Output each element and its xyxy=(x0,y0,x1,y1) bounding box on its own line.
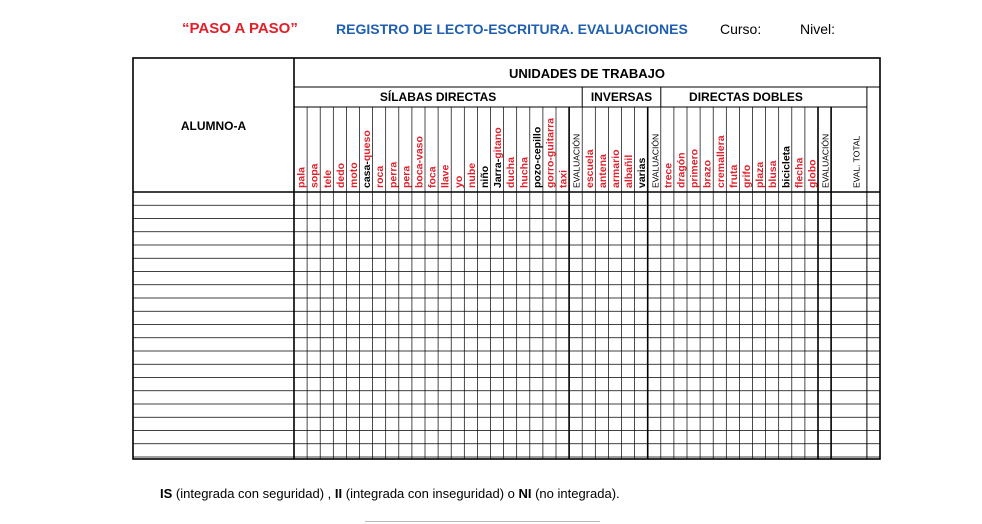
word-label xyxy=(427,166,439,188)
word-red-part: moto xyxy=(347,162,360,188)
word-label xyxy=(544,118,556,188)
word-label xyxy=(518,157,530,188)
word-red-part: trece xyxy=(662,162,675,188)
word-red-part: primero xyxy=(688,148,701,188)
word-red-part: llave xyxy=(439,164,452,188)
word-red-part: yo xyxy=(452,175,465,188)
legend-ni-text: (no integrada). xyxy=(531,486,620,501)
word-label xyxy=(413,136,425,188)
word-label xyxy=(728,165,740,188)
evaluation-label: EVALUACIÓN xyxy=(650,133,661,188)
word-plain-part: bicicleta xyxy=(780,145,793,188)
word-label xyxy=(296,167,308,188)
group-title-0: SÍLABAS DIRECTAS xyxy=(379,90,497,104)
alumno-header: ALUMNO-A xyxy=(180,119,247,133)
word-label xyxy=(466,163,478,188)
word-label xyxy=(793,157,805,188)
word-label xyxy=(335,163,347,188)
word-label xyxy=(531,127,543,188)
word-red-part: taxi xyxy=(557,169,570,188)
word-label xyxy=(453,176,465,188)
word-plain-part: casa- xyxy=(361,161,374,188)
word-plain-part: niño xyxy=(478,165,491,188)
word-label xyxy=(492,127,504,188)
word-red-part: grifo xyxy=(740,164,753,188)
brand-title: “PASO A PASO” xyxy=(182,20,298,37)
word-label xyxy=(636,157,648,188)
word-red-part: ducha xyxy=(505,157,518,188)
word-label xyxy=(558,170,570,188)
word-red-part: antena xyxy=(596,154,609,188)
document-title: REGISTRO DE LECTO-ESCRITURA. EVALUACIONES xyxy=(336,21,688,37)
word-red-part: plaza xyxy=(754,161,767,188)
word-label xyxy=(754,162,766,188)
evaluation-label: EVALUACIÓN xyxy=(571,133,582,188)
word-red-part: blusa xyxy=(767,160,780,188)
word-plain-part: varias xyxy=(636,157,649,188)
group-title-2: DIRECTAS DOBLES xyxy=(689,90,803,104)
word-label xyxy=(322,170,334,188)
word-red-part: flecha xyxy=(793,157,806,188)
word-red-part: hucha xyxy=(518,157,531,188)
units-title: UNIDADES DE TRABAJO xyxy=(508,66,666,81)
word-red-part: sopa xyxy=(308,163,321,188)
word-label xyxy=(662,163,674,188)
word-label xyxy=(675,152,687,188)
evaluation-label: EVALUACIÓN xyxy=(820,133,831,188)
word-label xyxy=(440,164,452,188)
word-label xyxy=(387,162,399,188)
word-label xyxy=(479,166,491,188)
legend-footnote xyxy=(160,486,620,501)
word-red-part: gorro-guitarra xyxy=(544,117,557,188)
legend-is-text: (integrada con seguridad) , xyxy=(172,486,335,501)
word-label xyxy=(505,157,517,188)
word-plain-part: pozo-cepillo xyxy=(531,126,544,188)
word-red-part: queso xyxy=(361,130,374,162)
word-red-part: brazo xyxy=(701,159,714,188)
word-red-part: foca xyxy=(426,166,439,188)
word-label xyxy=(806,159,818,188)
word-label xyxy=(767,160,779,188)
word-label xyxy=(623,155,635,188)
legend-is-code: IS xyxy=(160,486,173,501)
word-label xyxy=(361,130,373,188)
word-red-part: dragón xyxy=(675,152,688,188)
word-label xyxy=(689,149,701,188)
word-label xyxy=(309,163,321,188)
nivel-label: Nivel: xyxy=(800,21,836,37)
word-red-part: escuela xyxy=(583,149,596,188)
word-label xyxy=(348,162,360,188)
total-evaluation-label: EVAL. TOTAL xyxy=(851,135,862,188)
legend-ii-text: (integrada con inseguridad) o xyxy=(342,486,519,501)
group-title-1: INVERSAS xyxy=(590,90,653,104)
word-label xyxy=(400,166,412,188)
word-label xyxy=(702,160,714,188)
word-red-part: perra xyxy=(387,161,400,188)
word-red-part: albañil xyxy=(623,154,636,188)
word-label xyxy=(715,135,727,188)
word-red-part: nube xyxy=(465,162,478,188)
word-red-part: fruta xyxy=(727,164,740,188)
word-red-part: globo xyxy=(806,159,819,188)
word-label xyxy=(597,154,609,188)
legend-ni-code: NI xyxy=(518,486,532,501)
word-red-part: pera xyxy=(400,165,413,188)
word-red-part: armario xyxy=(609,149,622,188)
word-red-part: pala xyxy=(295,166,308,188)
word-red-part: gitano xyxy=(492,127,505,159)
word-label xyxy=(780,146,792,188)
word-red-part: dedo xyxy=(334,162,347,188)
word-label xyxy=(610,149,622,188)
word-plain-part: Jarra- xyxy=(492,158,505,188)
word-label xyxy=(741,165,753,188)
word-red-part: roca xyxy=(374,165,387,188)
legend-ii-code: II xyxy=(334,486,343,501)
word-label xyxy=(584,149,596,188)
word-red-part: boca-vaso xyxy=(413,136,426,188)
word-red-part: cremallera xyxy=(714,135,727,188)
word-label xyxy=(374,166,386,188)
page-edge-line xyxy=(365,521,600,522)
word-red-part: tele xyxy=(321,169,334,188)
curso-label: Curso: xyxy=(720,21,762,37)
